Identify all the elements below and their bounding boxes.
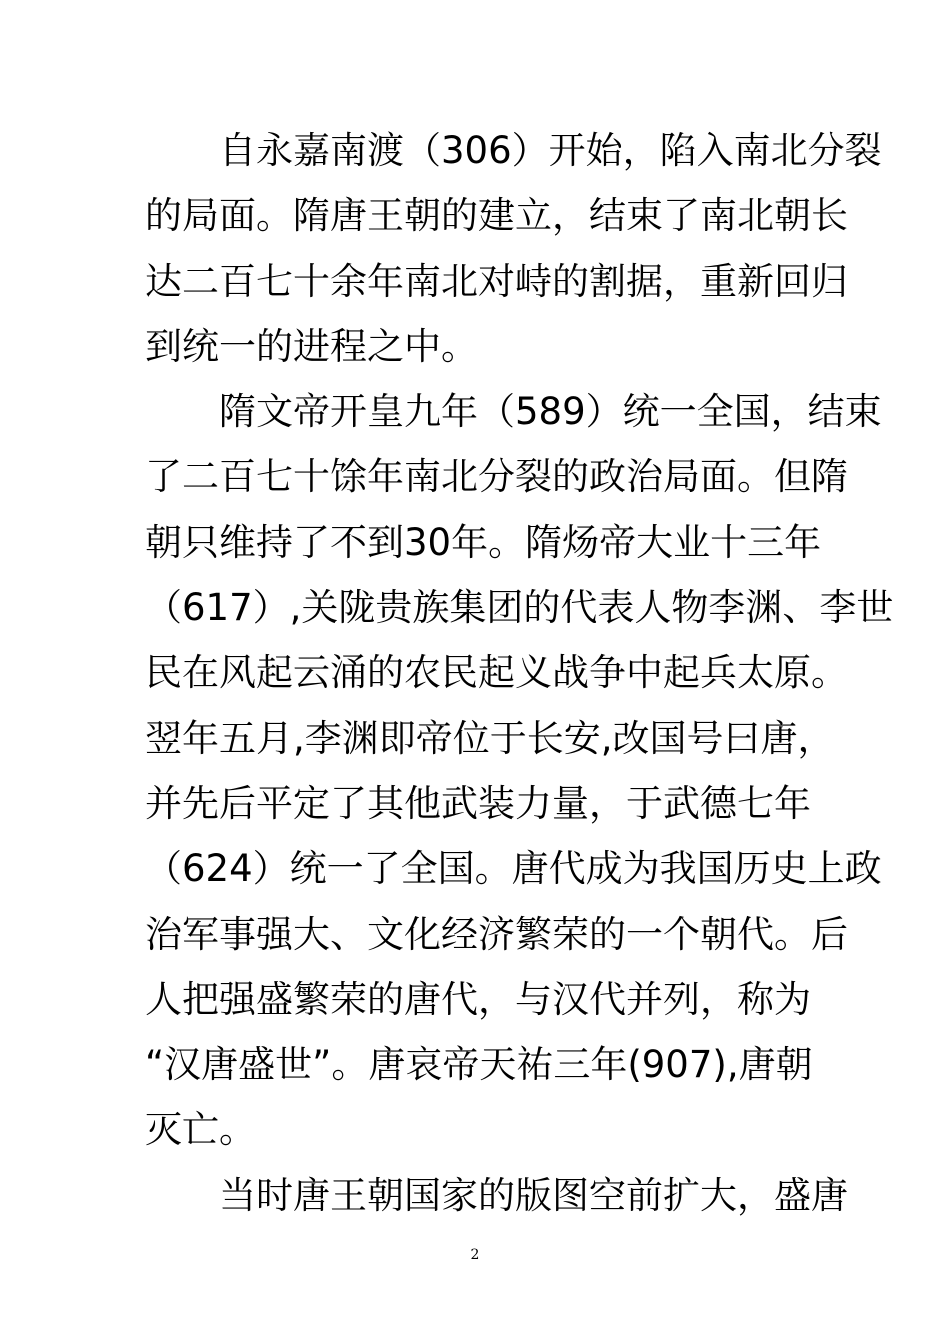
text-line: 了二百七十馀年南北分裂的政治局面。但隋 (145, 455, 848, 499)
text-line: 到统一的进程之中。 (145, 324, 478, 368)
text-line: 翌年五月,李渊即帝位于长安,改国号曰唐， (145, 716, 835, 760)
text-line: （617）,关陇贵族集团的代表人物李渊、李世 (145, 586, 894, 630)
text-line: 并先后平定了其他武装力量，于武德七年 (145, 781, 811, 825)
text-line: 治军事强大、文化经济繁荣的一个朝代。后 (145, 912, 848, 956)
text-line: 人把强盛繁荣的唐代，与汉代并列，称为 (145, 977, 811, 1021)
text-line: （624）统一了全国。唐代成为我国历史上政 (145, 847, 882, 891)
text-line: 灭亡。 (145, 1108, 256, 1152)
body-text (145, 118, 894, 1228)
text-line: “汉唐盛世”。唐哀帝天祐三年(907),唐朝 (145, 1043, 813, 1087)
text-line: 的局面。隋唐王朝的建立，结束了南北朝长 (145, 194, 848, 238)
page-number: 2 (470, 1247, 480, 1263)
text-line-paragraph-2-start: 隋文帝开皇九年（589）统一全国，结束 (219, 390, 882, 434)
text-line-paragraph-1-start: 自永嘉南渡（306）开始，陷入南北分裂 (219, 129, 882, 172)
text-line: 朝只维持了不到30年。隋炀帝大业十三年 (145, 520, 822, 564)
text-line: 民在风起云涌的农民起义战争中起兵太原。 (145, 651, 848, 695)
text-line: 达二百七十余年南北对峙的割据，重新回归 (145, 259, 848, 303)
text-line-paragraph-3-start: 当时唐王朝国家的版图空前扩大，盛唐 (219, 1173, 848, 1217)
